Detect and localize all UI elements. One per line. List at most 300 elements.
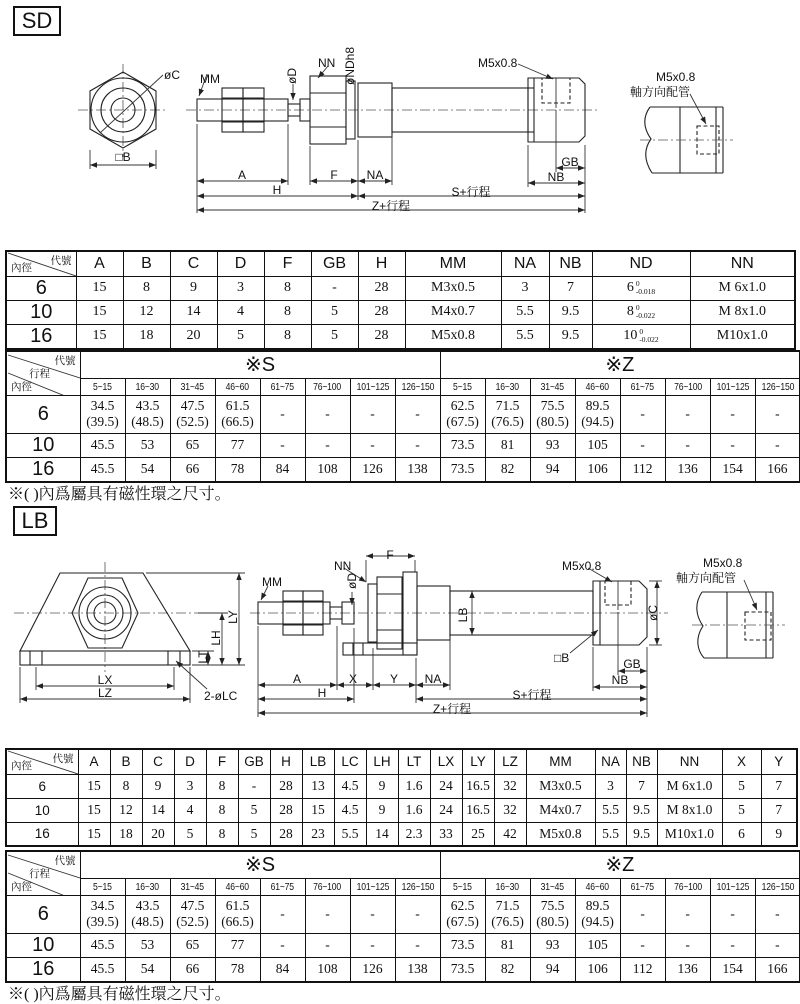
cell: 166 (755, 457, 800, 482)
cell: 106 (575, 457, 620, 482)
cell: 4.5 (334, 798, 366, 822)
corner-cell: 代號 內徑 (6, 251, 76, 276)
cell: 5 (311, 300, 358, 324)
col-header: GB (238, 749, 270, 774)
sd-drawing-svg (0, 36, 800, 250)
cell: 65 (170, 933, 215, 957)
label-square-b: □B (115, 150, 131, 164)
range-header: 61~75 (260, 878, 305, 895)
cell: 8 (264, 300, 311, 324)
cell: 81 (485, 433, 530, 457)
cell: 5 (217, 324, 264, 349)
lb-magnet-note: ※( )內爲屬具有磁性環之尺寸。 (8, 986, 231, 1003)
col-header: NB (549, 251, 592, 276)
range-header-row (6, 878, 800, 895)
cell: 89.5 (94.5) (575, 895, 620, 933)
cell: 5 (722, 798, 761, 822)
cell: 82 (485, 457, 530, 482)
cell: 3 (501, 276, 549, 300)
label-gb: GB (623, 657, 641, 671)
col-header: GB (311, 251, 358, 276)
cell: 7 (761, 774, 797, 798)
cell: 54 (125, 457, 170, 482)
range-header: 5~15 (440, 878, 485, 895)
label-z-stroke: Z+行程 (432, 702, 472, 716)
label-phi-c: øC (646, 605, 660, 621)
cell: 1.6 (398, 798, 430, 822)
label-m5-port: M5x0.8 (478, 56, 518, 70)
label-f: F (330, 168, 338, 182)
header-row (6, 351, 800, 378)
cell: 9 (366, 774, 398, 798)
cell: 47.5 (52.5) (170, 895, 215, 933)
sd-stroke-table (5, 350, 800, 483)
cell: 105 (575, 933, 620, 957)
label-nn: NN (318, 56, 336, 70)
cell: 15 (78, 822, 110, 846)
cell: 81 (485, 933, 530, 957)
cell: 5 (311, 324, 358, 349)
cell: 105 (575, 433, 620, 457)
cell: M 6x1.0 (690, 276, 795, 300)
s-group-header: ※S (80, 851, 440, 878)
cell: 89.5 (94.5) (575, 395, 620, 433)
range-header: 61~75 (620, 378, 665, 395)
cell: 7 (549, 276, 592, 300)
s-group-header: ※S (80, 351, 440, 378)
col-header: MM (405, 251, 501, 276)
range-header: 5~15 (440, 378, 485, 395)
cell: 136 (665, 957, 710, 982)
lb-dimension-table (5, 748, 798, 847)
col-header: H (270, 749, 302, 774)
label-phi-d: øD (285, 68, 299, 84)
cell: 61.5 (66.5) (215, 895, 260, 933)
cell: - (620, 933, 665, 957)
cell: - (710, 933, 755, 957)
range-header: 46~60 (575, 378, 620, 395)
range-header: 16~30 (125, 878, 170, 895)
cell: 78 (215, 457, 260, 482)
cell: 71.5 (76.5) (485, 895, 530, 933)
sd-drawing (0, 36, 800, 250)
cell: - (350, 433, 395, 457)
range-header: 5~15 (80, 878, 125, 895)
bore-cell: 6 (6, 395, 80, 433)
cell: 5.5 (595, 822, 626, 846)
cell: 10 0 -0.022 (592, 324, 690, 349)
cell: 8 (110, 774, 142, 798)
cell: 5 (238, 822, 270, 846)
col-header: LX (430, 749, 462, 774)
range-header: 31~45 (170, 878, 215, 895)
cell: 3 (595, 774, 626, 798)
cell: 66 (170, 957, 215, 982)
cell: 138 (395, 457, 440, 482)
cell: 9 (170, 276, 217, 300)
label-na: NA (424, 672, 442, 686)
range-header: 46~60 (215, 878, 260, 895)
range-header: 101~125 (350, 378, 395, 395)
label-ly: LY (226, 610, 240, 624)
table-row (6, 774, 797, 798)
cell: 12 (110, 798, 142, 822)
cell: - (395, 895, 440, 933)
range-header: 61~75 (260, 378, 305, 395)
cell: 154 (710, 457, 755, 482)
label-nb: NB (611, 673, 629, 687)
cell: - (305, 895, 350, 933)
range-header: 31~45 (170, 378, 215, 395)
cell: 65 (170, 433, 215, 457)
cell: - (710, 433, 755, 457)
cell: 93 (530, 933, 575, 957)
table-row (6, 300, 795, 324)
label-phi-d: øD (345, 573, 359, 589)
cell: 45.5 (80, 957, 125, 982)
cell: 73.5 (440, 933, 485, 957)
cell: 8 (206, 798, 238, 822)
cell: - (311, 276, 358, 300)
cell: 1.6 (398, 774, 430, 798)
cell: 112 (620, 957, 665, 982)
cell: 15 (76, 300, 123, 324)
lb-stroke-table (5, 850, 800, 983)
range-header: 61~75 (620, 878, 665, 895)
cell: 62.5 (67.5) (440, 895, 485, 933)
cell: 13 (302, 774, 334, 798)
table-row (6, 895, 800, 933)
cell: 34.5 (39.5) (80, 895, 125, 933)
cell: 15 (78, 798, 110, 822)
cell: - (350, 395, 395, 433)
col-header: NN (690, 251, 795, 276)
cell: 16.5 (462, 798, 494, 822)
col-header: ND (592, 251, 690, 276)
label-gb: GB (561, 155, 579, 169)
col-header: LH (366, 749, 398, 774)
label-h: H (317, 686, 327, 700)
cell: 54 (125, 957, 170, 982)
cell: 16.5 (462, 774, 494, 798)
label-square-b: □B (554, 651, 570, 665)
cell: 5.5 (501, 324, 549, 349)
cell: 138 (395, 957, 440, 982)
col-header: MM (526, 749, 595, 774)
cell: 47.5 (52.5) (170, 395, 215, 433)
label-lx: LX (97, 673, 113, 687)
cell: 78 (215, 957, 260, 982)
cell: 28 (270, 774, 302, 798)
label-z-stroke: Z+行程 (371, 199, 411, 213)
cell: M5x0.8 (526, 822, 595, 846)
table-row (6, 395, 800, 433)
table-row (6, 957, 800, 982)
cell: 126 (350, 457, 395, 482)
table-row (6, 798, 797, 822)
cell: - (260, 433, 305, 457)
corner-cell: 代號 行程 內徑 (6, 351, 80, 395)
label-a: A (292, 672, 302, 686)
cell: - (620, 433, 665, 457)
cell: - (665, 395, 710, 433)
cell: M3x0.5 (526, 774, 595, 798)
cell: - (755, 895, 800, 933)
cell: 14 (170, 300, 217, 324)
cell: - (665, 895, 710, 933)
cell: 43.5 (48.5) (125, 895, 170, 933)
range-header: 31~45 (530, 878, 575, 895)
cell: - (238, 774, 270, 798)
cell: 24 (430, 798, 462, 822)
cell: 136 (665, 457, 710, 482)
z-group-header: ※Z (440, 851, 800, 878)
range-header: 16~30 (485, 378, 530, 395)
cell: 14 (142, 798, 174, 822)
header-row (6, 851, 800, 878)
cell: 20 (170, 324, 217, 349)
cell: 77 (215, 433, 260, 457)
cell: 82 (485, 957, 530, 982)
range-header: 101~125 (710, 378, 755, 395)
cell: M 8x1.0 (690, 300, 795, 324)
label-m5-axial: M5x0.8 (703, 556, 743, 570)
cell: 108 (305, 457, 350, 482)
col-header: F (206, 749, 238, 774)
cell: - (350, 933, 395, 957)
cell: - (350, 895, 395, 933)
col-header: LZ (494, 749, 526, 774)
cell: 15 (302, 798, 334, 822)
cell: 126 (350, 957, 395, 982)
col-header: LB (302, 749, 334, 774)
cell: 7 (761, 798, 797, 822)
cell: 108 (305, 957, 350, 982)
cell: - (260, 395, 305, 433)
label-2-phi-lc: 2-øLC (204, 689, 238, 703)
cell: 2.3 (398, 822, 430, 846)
cell: 8 (206, 822, 238, 846)
cell: 20 (142, 822, 174, 846)
range-header: 126~150 (395, 878, 440, 895)
bore-cell: 10 (6, 300, 76, 324)
label-nn: NN (334, 559, 352, 573)
lb-drawing (0, 545, 800, 747)
cell: 23 (302, 822, 334, 846)
range-header: 76~100 (665, 878, 710, 895)
cell: M3x0.5 (405, 276, 501, 300)
cell: - (305, 433, 350, 457)
col-header: NN (657, 749, 722, 774)
cell: 66 (170, 457, 215, 482)
label-a: A (237, 168, 247, 182)
cell: 8 0 -0.022 (592, 300, 690, 324)
cell: 9 (761, 822, 797, 846)
range-header: 76~100 (305, 878, 350, 895)
col-header: LC (334, 749, 366, 774)
cell: M4x0.7 (405, 300, 501, 324)
cell: - (755, 395, 800, 433)
col-header: NB (626, 749, 657, 774)
bore-cell: 16 (6, 457, 80, 482)
cell: 94 (530, 957, 575, 982)
cell: M10x1.0 (690, 324, 795, 349)
cell: 61.5 (66.5) (215, 395, 260, 433)
cell: 28 (358, 324, 405, 349)
bore-cell: 6 (6, 774, 78, 798)
cell: 73.5 (440, 457, 485, 482)
cell: 18 (110, 822, 142, 846)
cell: 6 0 -0.018 (592, 276, 690, 300)
cell: M4x0.7 (526, 798, 595, 822)
cell: - (755, 433, 800, 457)
cell: - (395, 395, 440, 433)
cell: 8 (206, 774, 238, 798)
cell: 75.5 (80.5) (530, 395, 575, 433)
cell: 34.5 (39.5) (80, 395, 125, 433)
cell: 28 (270, 798, 302, 822)
cell: - (665, 933, 710, 957)
cell: - (260, 895, 305, 933)
cell: M 8x1.0 (657, 798, 722, 822)
range-header: 16~30 (125, 378, 170, 395)
cell: 5 (238, 798, 270, 822)
label-axial-piping: 軸方向配管 (630, 85, 691, 99)
section-tag-lb: LB (13, 506, 57, 536)
cell: 9.5 (549, 300, 592, 324)
cell: 33 (430, 822, 462, 846)
cell: 3 (217, 276, 264, 300)
cell: 75.5 (80.5) (530, 895, 575, 933)
label-mm: MM (262, 575, 282, 589)
cell: M5x0.8 (405, 324, 501, 349)
cell: 112 (620, 457, 665, 482)
sd-dimension-table (5, 250, 796, 350)
range-header: 16~30 (485, 878, 530, 895)
cell: 45.5 (80, 457, 125, 482)
cell: 3 (174, 774, 206, 798)
col-header: D (217, 251, 264, 276)
label-lb-dim: LB (456, 607, 470, 623)
bore-cell: 10 (6, 433, 80, 457)
col-header: C (170, 251, 217, 276)
cell: - (395, 433, 440, 457)
cell: 43.5 (48.5) (125, 395, 170, 433)
col-header: H (358, 251, 405, 276)
cell: 15 (76, 324, 123, 349)
cell: - (305, 395, 350, 433)
cell: 4.5 (334, 774, 366, 798)
table-row (6, 276, 795, 300)
header-row (6, 749, 797, 774)
label-phi-nd: øNDh8 (343, 46, 357, 86)
col-header: NA (501, 251, 549, 276)
bore-cell: 16 (6, 324, 76, 349)
label-mm: MM (200, 72, 220, 86)
cell: 4 (217, 300, 264, 324)
cell: - (620, 895, 665, 933)
corner-cell: 代號 行程 內徑 (6, 851, 80, 895)
cell: 5 (174, 822, 206, 846)
z-group-header: ※Z (440, 351, 800, 378)
label-axial-piping: 軸方向配管 (676, 571, 737, 585)
cell: 106 (575, 957, 620, 982)
cell: - (620, 395, 665, 433)
range-header: 46~60 (575, 878, 620, 895)
cell: - (665, 433, 710, 457)
col-header: C (142, 749, 174, 774)
cell: 8 (264, 276, 311, 300)
cell: 14 (366, 822, 398, 846)
label-m5-axial: M5x0.8 (656, 70, 696, 84)
col-header: A (76, 251, 123, 276)
cell: 9 (366, 798, 398, 822)
cell: 32 (494, 798, 526, 822)
label-x: X (348, 672, 358, 686)
range-header: 46~60 (215, 378, 260, 395)
col-header: D (174, 749, 206, 774)
table-row (6, 433, 800, 457)
cell: 32 (494, 774, 526, 798)
cell: 84 (260, 957, 305, 982)
label-lh: LH (209, 630, 223, 646)
cell: 18 (123, 324, 170, 349)
label-s-stroke: S+行程 (512, 688, 552, 702)
col-header: X (722, 749, 761, 774)
range-header: 5~15 (80, 378, 125, 395)
label-m5-port: M5x0.8 (562, 559, 602, 573)
cell: 77 (215, 933, 260, 957)
col-header: B (110, 749, 142, 774)
cell: - (260, 933, 305, 957)
cell: 24 (430, 774, 462, 798)
cell: 28 (358, 300, 405, 324)
cell: 5.5 (501, 300, 549, 324)
header-row (6, 251, 795, 276)
range-header: 126~150 (755, 878, 800, 895)
col-header: B (123, 251, 170, 276)
range-header-row (6, 378, 800, 395)
cell: 8 (123, 276, 170, 300)
sd-magnet-note: ※( )內爲屬具有磁性環之尺寸。 (8, 486, 231, 503)
cell: 6 (722, 822, 761, 846)
cell: 9.5 (549, 324, 592, 349)
range-header: 76~100 (305, 378, 350, 395)
label-nb: NB (547, 170, 565, 184)
cell: - (710, 395, 755, 433)
cell: 15 (78, 774, 110, 798)
range-header: 126~150 (395, 378, 440, 395)
cell: 62.5 (67.5) (440, 395, 485, 433)
cell: 93 (530, 433, 575, 457)
bore-cell: 6 (6, 276, 76, 300)
cell: 53 (125, 933, 170, 957)
col-header: F (264, 251, 311, 276)
range-header: 101~125 (710, 878, 755, 895)
cell: 12 (123, 300, 170, 324)
bore-cell: 10 (6, 933, 80, 957)
cell: 5 (722, 774, 761, 798)
table-row (6, 933, 800, 957)
cell: 15 (76, 276, 123, 300)
label-h: H (272, 183, 282, 197)
cell: - (755, 933, 800, 957)
col-header: Y (761, 749, 797, 774)
col-header: LY (462, 749, 494, 774)
cell: 7 (626, 774, 657, 798)
table-row (6, 822, 797, 846)
cell: 4 (174, 798, 206, 822)
